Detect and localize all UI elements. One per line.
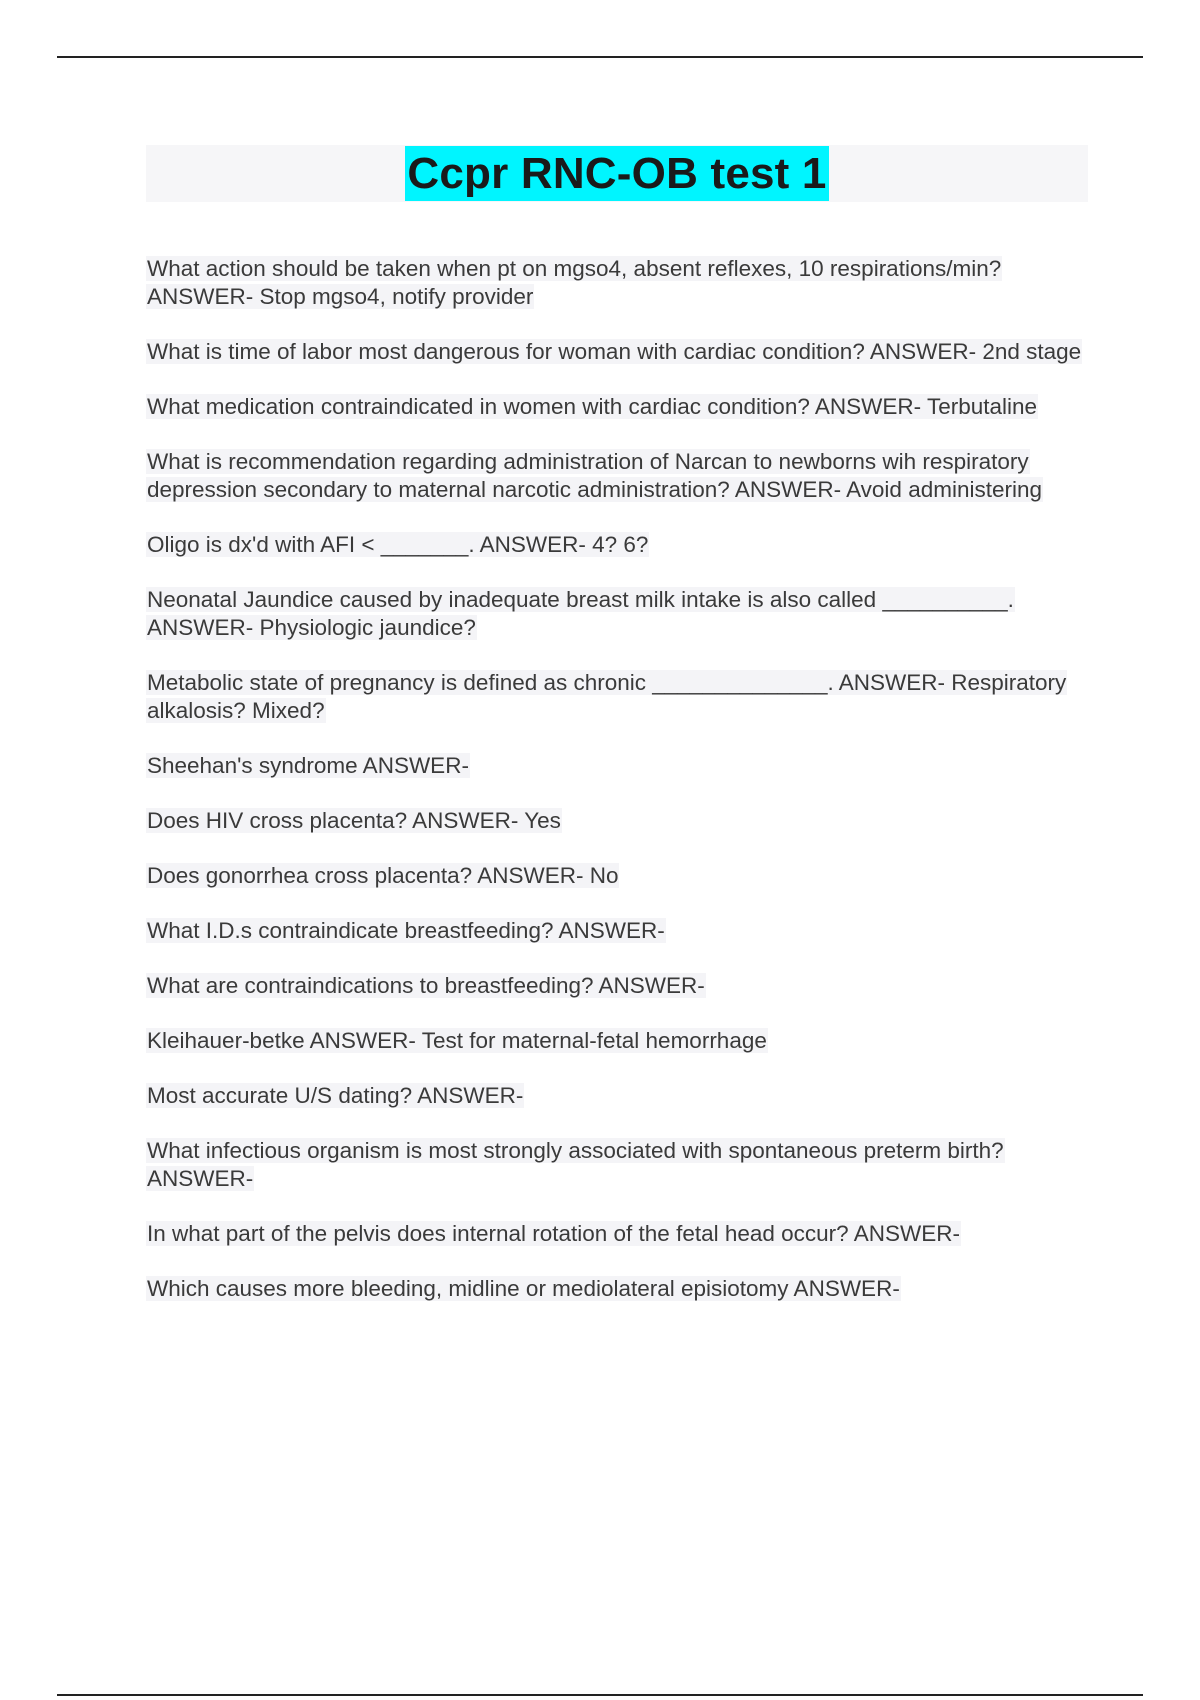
qa-text: Sheehan's syndrome ANSWER- bbox=[147, 753, 469, 778]
page-title: Ccpr RNC-OB test 1 bbox=[405, 146, 828, 201]
title-band bbox=[146, 145, 1088, 202]
qa-item bbox=[146, 255, 1096, 311]
qa-list bbox=[146, 255, 1096, 1330]
qa-text: Oligo is dx'd with AFI < _______. ANSWER- 4? 6? bbox=[147, 532, 649, 557]
qa-item bbox=[146, 862, 1096, 890]
qa-item bbox=[146, 669, 1096, 725]
qa-item bbox=[146, 972, 1096, 1000]
qa-item bbox=[146, 1220, 1096, 1248]
qa-text: Kleihauer-betke ANSWER- Test for maternal-fetal hemorrhage bbox=[147, 1028, 767, 1053]
qa-item bbox=[146, 752, 1096, 780]
qa-item bbox=[146, 1137, 1096, 1193]
qa-item bbox=[146, 586, 1096, 642]
qa-item bbox=[146, 338, 1096, 366]
qa-text: What infectious organism is most strongly associated with spontaneous preterm birth? ANSWER- bbox=[147, 1138, 1004, 1191]
qa-item bbox=[146, 1275, 1096, 1303]
qa-item bbox=[146, 448, 1096, 504]
qa-text: Which causes more bleeding, midline or mediolateral episiotomy ANSWER- bbox=[147, 1276, 900, 1301]
qa-text: Most accurate U/S dating? ANSWER- bbox=[147, 1083, 524, 1108]
qa-text: Does gonorrhea cross placenta? ANSWER- No bbox=[147, 863, 619, 888]
qa-text: Does HIV cross placenta? ANSWER- Yes bbox=[147, 808, 561, 833]
qa-item bbox=[146, 917, 1096, 945]
qa-text: Neonatal Jaundice caused by inadequate breast milk intake is also called __________. ANSWER- Physiologic jaundice? bbox=[147, 587, 1014, 640]
qa-text: What is recommendation regarding administration of Narcan to newborns wih respiratory depression secondary to maternal narcotic administration? ANSWER- Avoid administering bbox=[147, 449, 1043, 502]
qa-item bbox=[146, 807, 1096, 835]
qa-item bbox=[146, 1027, 1096, 1055]
qa-text: What are contraindications to breastfeeding? ANSWER- bbox=[147, 973, 705, 998]
qa-text: Metabolic state of pregnancy is defined as chronic ______________. ANSWER- Respiratory alkalosis? Mixed? bbox=[147, 670, 1067, 723]
qa-item bbox=[146, 531, 1096, 559]
qa-text: What I.D.s contraindicate breastfeeding? ANSWER- bbox=[147, 918, 665, 943]
footer-rule bbox=[57, 1694, 1143, 1696]
qa-item bbox=[146, 393, 1096, 421]
header-rule bbox=[57, 56, 1143, 58]
qa-item bbox=[146, 1082, 1096, 1110]
qa-text: What medication contraindicated in women with cardiac condition? ANSWER- Terbutaline bbox=[147, 394, 1038, 419]
qa-text: What action should be taken when pt on mgso4, absent reflexes, 10 respirations/min? ANSWER- Stop mgso4, notify provider bbox=[147, 256, 1002, 309]
qa-text: In what part of the pelvis does internal rotation of the fetal head occur? ANSWER- bbox=[147, 1221, 960, 1246]
qa-text: What is time of labor most dangerous for woman with cardiac condition? ANSWER- 2nd stage bbox=[147, 339, 1082, 364]
